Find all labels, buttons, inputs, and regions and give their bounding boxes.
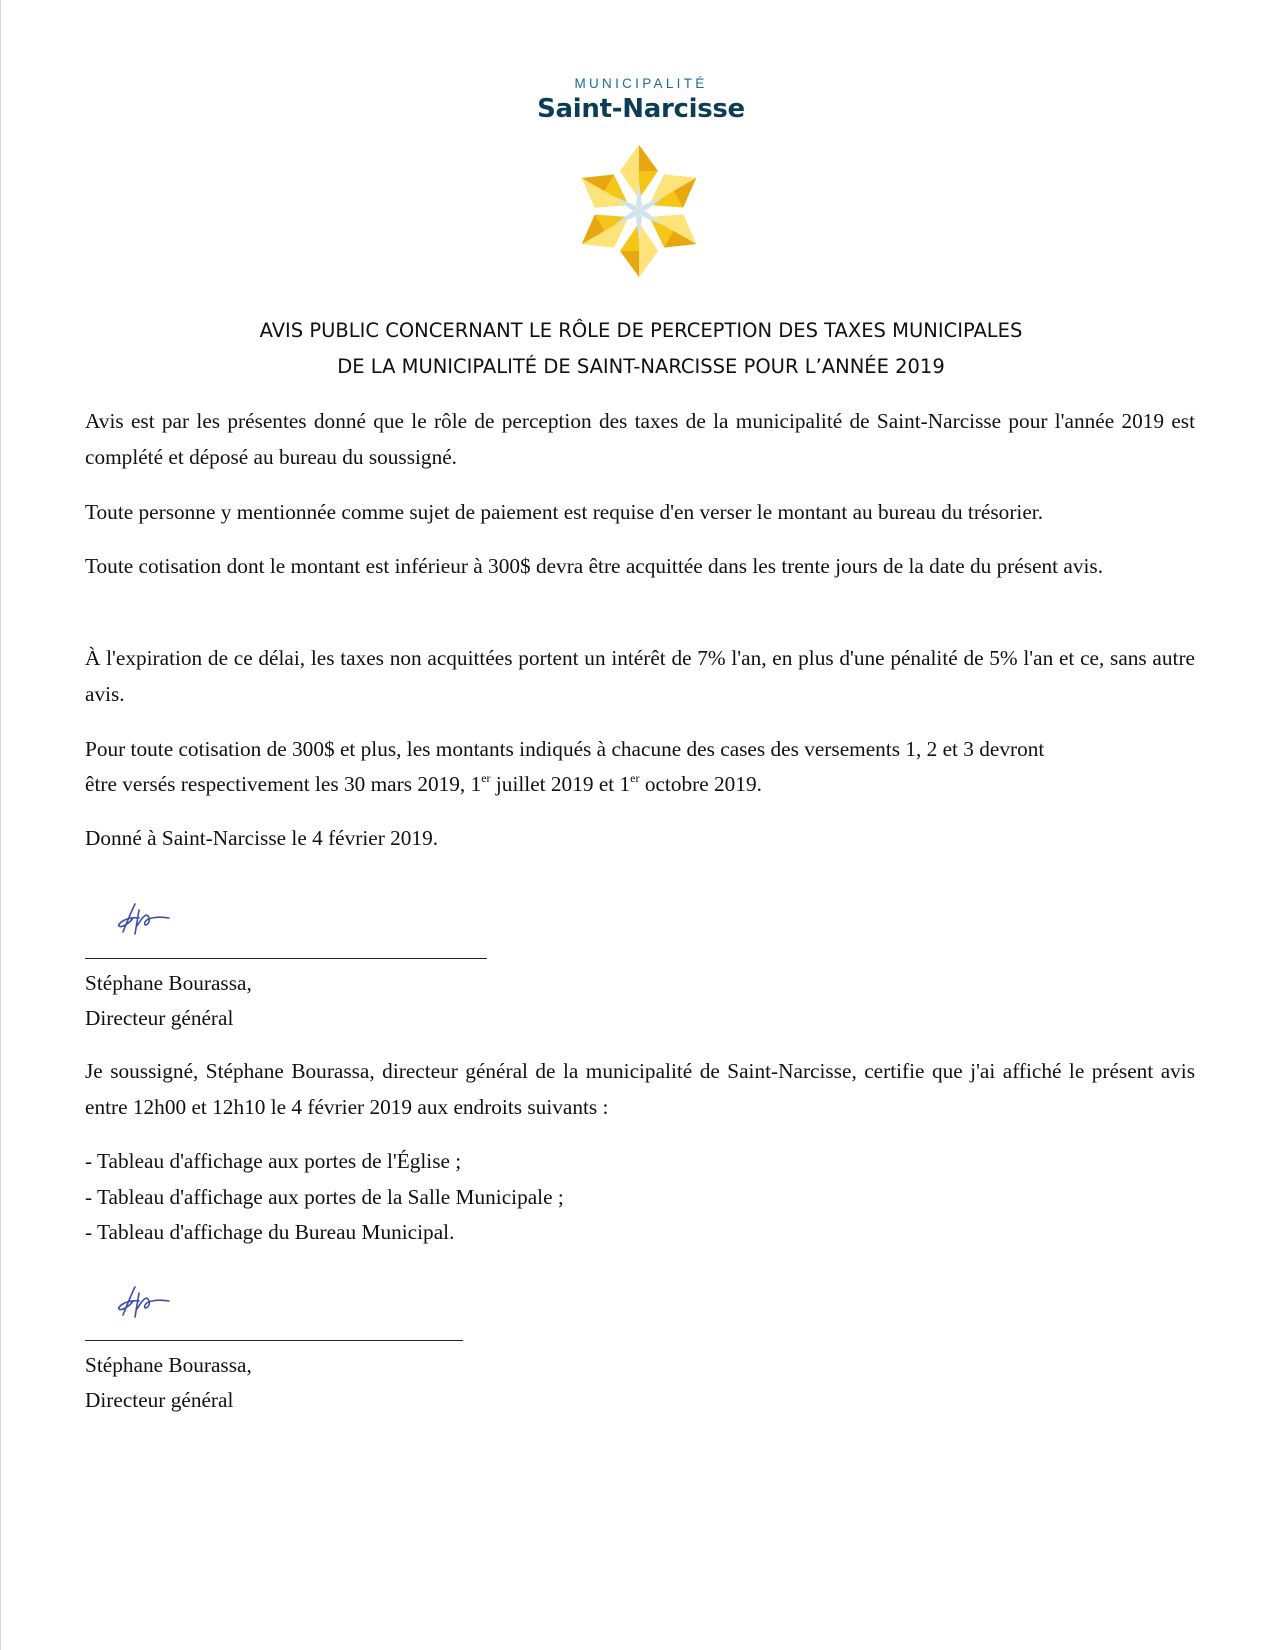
posting-certificate: Je soussigné, Stéphane Bourassa, directeur général de la municipalité de Saint-Narcisse, certifie que j'ai affiché le présent avis entre 12h00 et 12h10 le 4 février 2019 aux endroits suivants : — [85, 1059, 1195, 1119]
signatory-role-2: Directeur général — [85, 1388, 234, 1412]
installment-dates-c: octobre 2019. — [639, 772, 762, 796]
superscript-er-1: er — [481, 771, 491, 785]
signatory-role-1: Directeur général — [85, 1006, 234, 1030]
notice-title-line-2: DE LA MUNICIPALITÉ DE SAINT-NARCISSE POUR L’ANNÉE 2019 — [337, 355, 945, 378]
signatory-name-2: Stéphane Bourassa, — [85, 1353, 252, 1377]
installment-dates-a: être versés respectivement les 30 mars 2019, 1 — [85, 772, 482, 796]
paragraph-interest-penalty: À l'expiration de ce délai, les taxes non acquittées portent un intérêt de 7% l'an, en plus d'une pénalité de 5% l'an et ce, sans autre avis. — [85, 646, 1195, 706]
paragraph-role-deposit: Avis est par les présentes donné que le rôle de perception des taxes de la municipalité de Saint-Narcisse pour l'année 2019 est complété et déposé au bureau du soussigné. — [85, 409, 1195, 469]
star-logo-icon — [579, 142, 699, 280]
superscript-er-2: er — [630, 771, 640, 785]
municipality-logo — [521, 76, 761, 124]
notice-title-line-1: AVIS PUBLIC CONCERNANT LE RÔLE DE PERCEPTION DES TAXES MUNICIPALES — [259, 319, 1023, 342]
logo-municipalite-text: MUNICIPALITÉ — [574, 76, 708, 91]
signatory-name-1: Stéphane Bourassa, — [85, 971, 252, 995]
posting-place-2: - Tableau d'affichage aux portes de la Salle Municipale ; — [85, 1185, 564, 1209]
paragraph-installments-line-1: Pour toute cotisation de 300$ et plus, les montants indiqués à chacune des cases des versements 1, 2 et 3 devront — [85, 737, 1045, 761]
paragraph-installments-line-2 — [85, 766, 762, 802]
given-date: Donné à Saint-Narcisse le 4 février 2019. — [85, 826, 439, 850]
posting-place-3: - Tableau d'affichage du Bureau Municipal. — [85, 1220, 455, 1244]
paragraph-payment-required: Toute personne y mentionnée comme sujet de paiement est requise d'en verser le montant au bureau du trésorier. — [85, 500, 1044, 524]
paragraph-under-300: Toute cotisation dont le montant est inférieur à 300$ devra être acquittée dans les trente jours de la date du présent avis. — [85, 554, 1104, 578]
posting-place-1: - Tableau d'affichage aux portes de l'Église ; — [85, 1149, 462, 1173]
installment-dates-b: juillet 2019 et 1 — [490, 772, 631, 796]
handwritten-signature-2 — [113, 1281, 175, 1321]
signature-line-1 — [85, 958, 487, 959]
logo-town-name: Saint-Narcisse — [537, 94, 745, 124]
signature-line-2 — [85, 1340, 463, 1341]
handwritten-signature-1 — [113, 898, 175, 938]
